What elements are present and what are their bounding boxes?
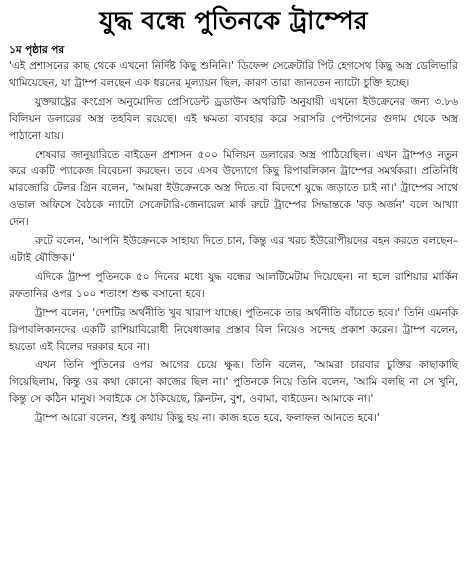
paragraph-8: ট্রাম্প আরো বলেন, শুধু কথায় কিছু হয় না। কাজ হতে হবে, ফলাফল আনতে হবে।' xyxy=(35,412,380,425)
continued-from-label: ১ম পৃষ্ঠার পর xyxy=(9,44,65,56)
paragraph-5: এদিকে ট্রাম্প পুতিনকে ৫০ দিনের মধ্যে যুদ্ধ বন্ধের আলটিমেটাম দিয়েছেন। না হলে রাশিয়ার মার্কিন রফতানির ওপর ১০০ শতাংশ শুল্ক বসানো হবে। xyxy=(9,270,458,300)
paragraph-1: 'এই প্রশাসনের কাছ থেকে এখনো নির্দিষ্ট কিছু শুনিনি।' ডিফেন্স সেক্রেটারি পিট হেগসেথ কিছু অস্ত্র ডেলিভারি থামিয়েছেন, যা ট্রাম্প বলছেন এক ধরনের মূল্যায়ন ছিল, কারণ তারা জানতেন ন্যাটো চুক্তি হচ্ছে। xyxy=(9,60,458,89)
paragraph-3: শেষবার জানুয়ারিতে বাইডেন প্রশাসন ৫০০ মিলিয়ন ডলারের অস্ত্র পাঠিয়েছিল। এখন ট্রাম্পও নতুন করে একটি প্যাকেজ বিবেচনা করছেন। তবে এসব উদ্যোগে কিছু রিপাবলিকান ট্রাম্পের সমর্থকরা। প্রতিনিধি মারজোরি টেলর গ্রিন বলেন, 'আমরা ইউক্রেনকে অস্ত্র দিতে বা বিদেশে যুদ্ধে জড়াতে চাই না।' ট্রাম্পের সাথে ওভাল অফিসে বৈঠকে ন্যাটো সেক্রেটারি-জেনারেল মার্ক রুটে ট্রাম্পের সিদ্ধান্তকে 'বড় অর্জন' বলে আখ্যা দেন। xyxy=(9,148,458,229)
paragraph-7: এখন তিনি পুতিনের ওপর আগের চেয়ে ক্ষুব্ধ। তিনি বলেন, 'আমরা চারবার চুক্তির কাছাকাছি গিয়েছিলাম, কিন্তু ওর কথা কোনো কাজের ছিল না।' পুতিনকে নিয়ে তিনি বলেন, 'আমি বলছি না সে খুনি, কিন্তু সে কঠিন মানুষ। সবাইকে সে ঠকিয়েছে, ক্লিনটন, বুশ, ওবামা, বাইডেন। আমাকে না।' xyxy=(9,359,458,406)
headline: যুদ্ধ বন্ধে পুতিনকে ট্রাম্পের xyxy=(99,6,368,35)
paragraph-2: যুক্তরাষ্ট্রের কংগ্রেস অনুমোদিত প্রেসিডেন্ট ড্রডাউন অথরিটি অনুযায়ী এখনো ইউক্রেনের জন্য ৩.৮৬ বিলিয়ন ডলারের অস্ত্র তহবিল রয়েছে। এই ক্ষমতা ব্যবহার করে সরাসরি পেন্টাগনের গুদাম থেকে অস্ত্র পাঠানো যায়। xyxy=(9,95,458,142)
paragraph-6: ট্রাম্প বলেন, 'দেশটির অর্থনীতি খুব খারাপ যাচ্ছে। পুতিনকে তার অর্থনীতি বাঁচাতে হবে।' তিনি এমনকি রিপাবলিকানদের একটি রাশিয়াবিরোধী নিষেধাজ্ঞার প্রস্তাব বিল নিয়েও সন্দেহ প্রকাশ করেন। ট্রাম্প বলেন, হয়তো এই বিলের দরকার হবে না। xyxy=(9,306,458,353)
paragraph-4: রুটে বলেন, 'আপনি ইউক্রেনকে সাহায্য দিতে চান, কিন্তু এর খরচ ইউরোপীয়দের বহন করতে বলছেন– এটাই যৌক্তিক।' xyxy=(9,235,458,264)
